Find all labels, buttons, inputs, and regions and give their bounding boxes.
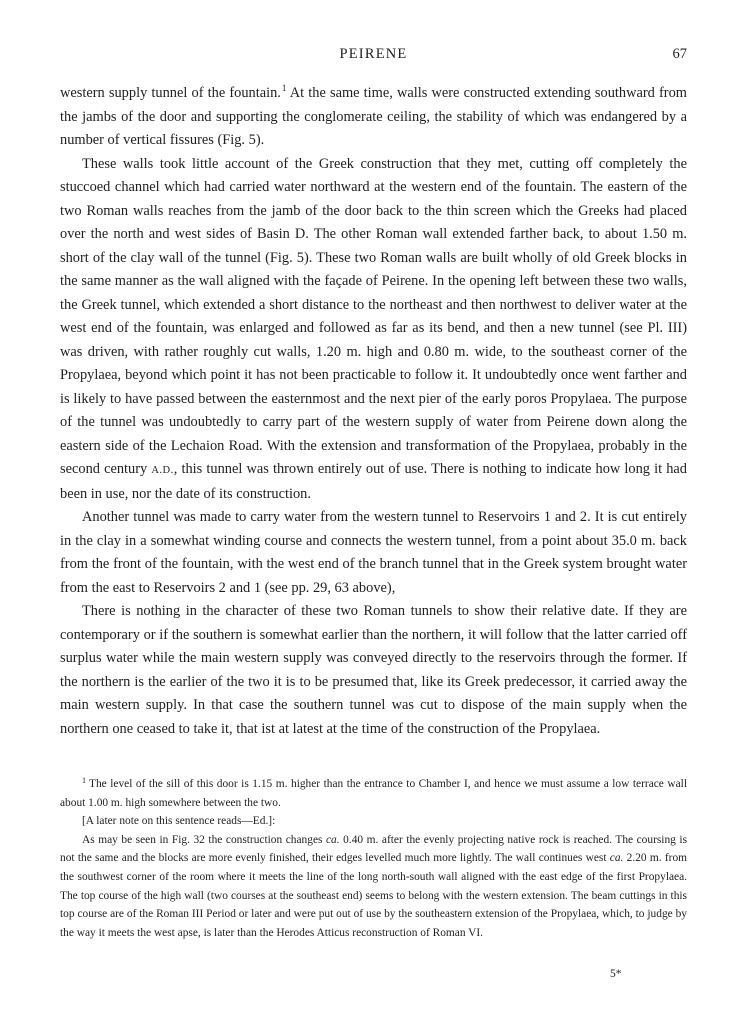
main-text — [60, 82, 687, 741]
circa-abbreviation-2: ca. — [609, 852, 624, 865]
paragraph-3: Another tunnel was made to carry water from the western tunnel to Reservoirs 1 and 2. It is cut entirely in the clay in a somewhat winding course and connects the western tunnel, from a point about 35.0 m. back from the front of the fountain, with the west end of the branch tunnel that in the Greek system brought water from the east to Reservoirs 2 and 1 (see pp. 29, 63 above), — [60, 509, 687, 596]
circa-abbreviation-1: ca. — [326, 833, 340, 846]
signature-mark: 5* — [610, 968, 622, 980]
editor-note-text-b: 0.40 m. after the evenly projecting native rock is reached. The coursing is not the same and the blocks are more evenly finished, their edges levelled much more lightly. The wall continues west — [60, 833, 687, 865]
era-abbreviation: A.D. — [151, 465, 174, 476]
page-number: 67 — [672, 46, 687, 62]
paragraph-2-text-b: , this tunnel was thrown entirely out of use. There is nothing to indicate how long it had been in use, nor the date of its construction. — [60, 461, 687, 502]
page-header — [60, 46, 687, 68]
footnote-ref-1[interactable]: 1 — [281, 83, 287, 93]
footnote-1 — [60, 775, 687, 812]
paragraph-2 — [60, 153, 687, 507]
paragraph-1-text-a: western supply tunnel of the fountain. — [60, 85, 281, 101]
editor-note-text-a: As may be seen in Fig. 32 the construction changes — [82, 833, 326, 846]
footnote-1-number: 1 — [82, 776, 86, 785]
paragraph-1-text-b: At the same time, walls were constructed extending southward from the jambs of the door and supporting the conglomerate ceiling, the stability of which was endangered by a number of vertical fissures (Fig. 5). — [60, 85, 687, 148]
paragraph-2-text-a: These walls took little account of the Greek construction that they met, cutting off completely the stuccoed channel which had carried water northward at the western end of the fountain. The eastern of the two Roman walls reaches from the jamb of the door back to the thin screen which the Greeks had placed over the north and west sides of Basin D. The other Roman wall extended farther back, to about 1.50 m. short of the clay wall of the tunnel (Fig. 5). These two Roman walls are built wholly of old Greek blocks in the same manner as the wall aligned with the façade of Peirene. In the opening left between these two walls, the Greek tunnel, which extended a short distance to the northeast and then northwest to deliver water at the west end of the fountain, was enlarged and followed as far as its bend, and then a new tunnel (see Pl. III) was driven, with rather roughly cut walls, 1.20 m. high and 0.80 m. wide, to the southeast corner of the Propylaea, beyond which point it has not been practicable to follow it. It undoubtedly once went farther and is likely to have passed between the easternmost and the next pier of the early poros Propylaea. The purpose of the tunnel was undoubtedly to carry part of the western supply of water from Peirene down along the eastern side of the Lechaion Road. With the extension and transformation of the Propylaea, probably in the second century — [60, 155, 687, 477]
editor-note-label: [A later note on this sentence reads—Ed.]: — [82, 815, 276, 828]
editor-note-text-c: 2.20 m. from the southwest corner of the room where it meets the line of the long north-south wall aligned with the east edge of the first Propylaea. The top course of the high wall (two courses at the southeast end) seems to belong with the western extension. The beam cuttings in this top course are of the Roman III Period or later and were put out of use by the southeastern extension of the Propylaea, which, to judge by the way it meets the west apse, is later than the Herodes Atticus reconstruction of Roman VI. — [60, 852, 688, 939]
footnotes — [60, 775, 687, 942]
footnote-1-text: The level of the sill of this door is 1.15 m. higher than the entrance to Chamber I, and hence we must assume a low terrace wall about 1.00 m. high somewhere between the two. — [60, 778, 687, 809]
paragraph-4: There is nothing in the character of these two Roman tunnels to show their relative date. If they are contemporary or if the southern is somewhat earlier than the northern, it will follow that the latter carried off surplus water while the main western supply was conveyed directly to the reservoirs through the former. If the northern is the earlier of the two it is to be presumed that, like its Greek predecessor, it carried away the main western supply. In that case the southern tunnel was cut to dispose of the main supply when the northern one ceased to take it, that ist at latest at the time of the construction of the Propylaea. — [60, 603, 687, 737]
running-title: PEIRENE — [339, 46, 408, 62]
paragraph-1 — [60, 82, 687, 153]
editor-note — [60, 831, 687, 943]
